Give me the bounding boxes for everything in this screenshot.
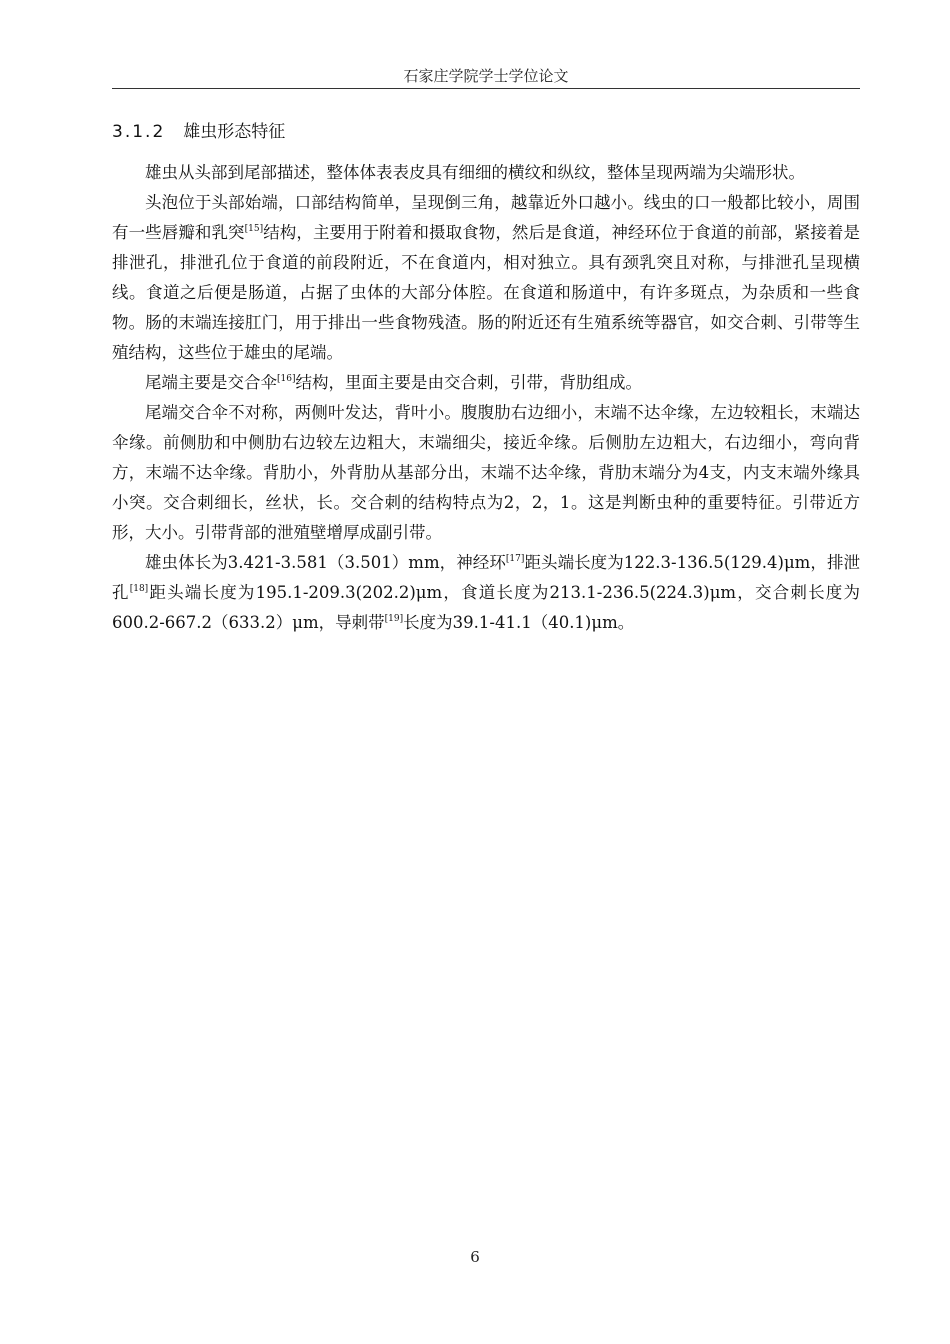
paragraph-3	[112, 368, 860, 398]
paragraph-5-text-d: 长度为39.1-41.1（40.1)μm。	[403, 613, 635, 632]
section-heading	[112, 119, 285, 145]
section-number: 3.1.2	[112, 122, 166, 142]
citation-16: [16]	[277, 374, 296, 384]
paragraph-4	[112, 398, 860, 548]
paragraph-3-text-b: 结构，里面主要是由交合刺，引带，背肋组成。	[295, 373, 642, 392]
citation-17: [17]	[505, 554, 525, 564]
citation-15: [15]	[244, 224, 264, 234]
paragraph-5-text-b: 距头端长度为122.3-136.5(129.4)μm，排泄孔	[112, 553, 861, 602]
page-number: 6	[470, 1248, 480, 1266]
citation-19: [19]	[384, 614, 404, 624]
citation-18: [18]	[129, 584, 149, 594]
paragraph-1	[112, 158, 860, 188]
paragraph-2-text-a: 头泡位于头部始端，口部结构简单，呈现倒三角，越靠近外口越小。线虫的口一般都比较小，周围有一些唇瓣和乳突	[112, 193, 860, 242]
section-title: 雄虫形态特征	[183, 122, 286, 142]
body-text	[112, 158, 860, 638]
paragraph-3-text-a: 尾端主要是交合伞	[145, 373, 277, 392]
paragraph-5-text-a: 雄虫体长为3.421-3.581（3.501）mm，神经环	[145, 553, 506, 572]
paragraph-5	[112, 548, 860, 638]
paragraph-4-text: 尾端交合伞不对称，两侧叶发达，背叶小。腹腹肋右边细小，末端不达伞缘，左边较粗长，末端达伞缘。前侧肋和中侧肋右边较左边粗大，末端细尖，接近伞缘。后侧肋左边粗大，右边细小，弯向背方，末端不达伞缘。背肋小，外背肋从基部分出，末端不达伞缘，背肋末端分为4支，内支末端外缘具小突。交合刺细长，丝状，长。交合刺的结构特点为2，2，1。这是判断虫种的重要特征。引带近方形，大小。引带背部的泄殖壁增厚成副引带。	[112, 403, 860, 542]
page-header	[112, 64, 860, 89]
paragraph-2-text-b: 结构，主要用于附着和摄取食物，然后是食道，神经环位于食道的前部，紧接着是排泄孔，排泄孔位于食道的前段附近，不在食道内，相对独立。具有颈乳突且对称，与排泄孔呈现横线。食道之后便是肠道，占据了虫体的大部分体腔。在食道和肠道中，有许多斑点，为杂质和一些食物。肠的末端连接肛门，用于排出一些食物残渣。肠的附近还有生殖系统等器官，如交合刺、引带等生殖结构，这些位于雄虫的尾端。	[112, 223, 861, 362]
paragraph-5-text-c: 距头端长度为195.1-209.3(202.2)μm，食道长度为213.1-236.5(224.3)μm，交合刺长度为600.2-667.2（633.2）μm，导刺带	[112, 583, 860, 632]
header-title: 石家庄学院学士学位论文	[403, 67, 569, 85]
paragraph-1-text: 雄虫从头部到尾部描述，整体体表表皮具有细细的横纹和纵纹，整体呈现两端为尖端形状。	[145, 163, 805, 182]
paragraph-2	[112, 188, 860, 368]
